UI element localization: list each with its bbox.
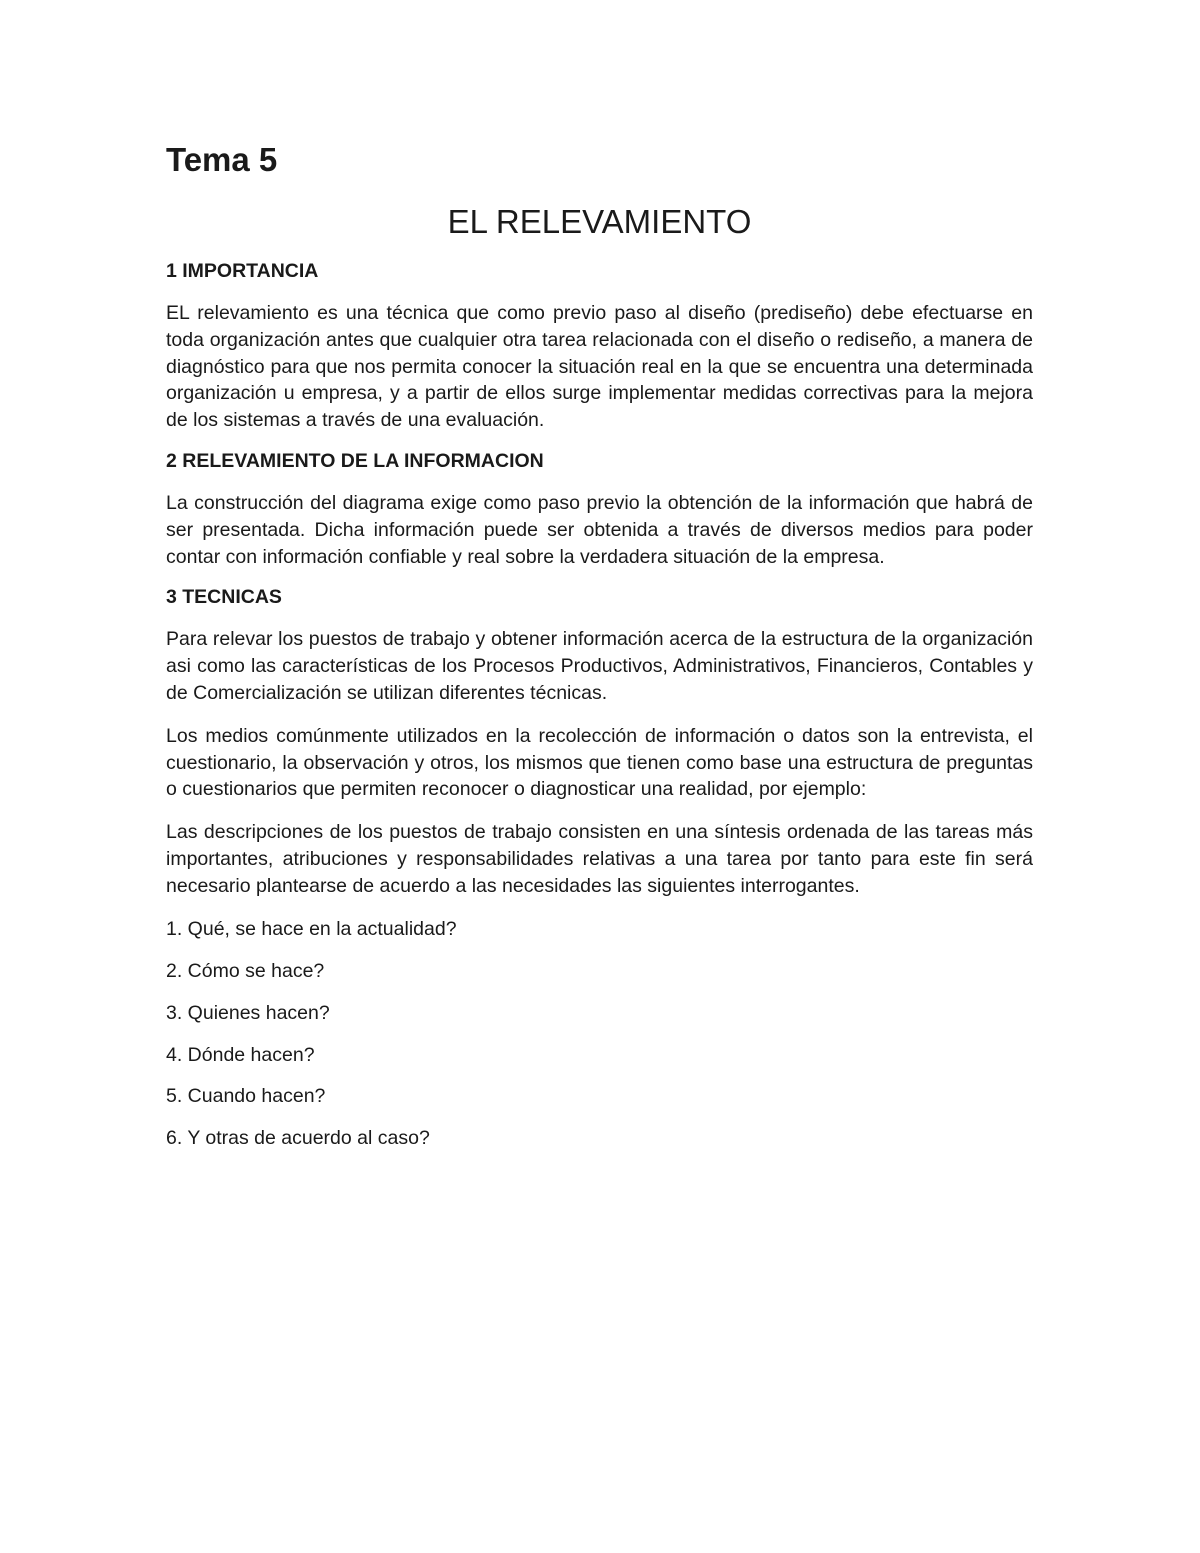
list-item: 3. Quienes hacen? xyxy=(166,1001,330,1024)
list-item: 6. Y otras de acuerdo al caso? xyxy=(166,1127,430,1150)
document-page xyxy=(166,138,1033,1167)
paragraph-importancia: EL relevamiento es una técnica que como previo paso al diseño (prediseño) debe efectuarse en toda organización antes que cualquier otra tarea relacionada con el diseño o rediseño, a manera de diagnóstico para que nos permita conocer la situación real en la que se encuentra una determinada organización u empresa, y a partir de ellos surge implementar medidas correctivas para la mejora de los sistemas a través de una evaluación. xyxy=(166,302,1033,432)
paragraph-tecnicas-2: Los medios comúnmente utilizados en la recolección de información o datos son la entrevista, el cuestionario, la observación y otros, los mismos que tienen como base una estructura de preguntas o cuestionarios que permiten reconocer o diagnosticar una realidad, por ejemplo: xyxy=(166,724,1033,801)
paragraph-tecnicas-1: Para relevar los puestos de trabajo y obtener información acerca de la estructura de la organización asi como las características de los Procesos Productivos, Administrativos, Financieros, Contables y de Comercialización se utilizan diferentes técnicas. xyxy=(166,628,1033,704)
topic-number: Tema 5 xyxy=(166,141,278,178)
section-heading-importancia: 1 IMPORTANCIA xyxy=(166,260,319,282)
document-title: EL RELEVAMIENTO xyxy=(447,203,752,240)
paragraph-relevamiento-informacion: La construcción del diagrama exige como paso previo la obtención de la información que habrá de ser presentada. Dicha información puede ser obtenida a través de diversos medios para poder contar con información confiable y real sobre la verdadera situación de la empresa. xyxy=(166,491,1033,568)
list-item: 2. Cómo se hace? xyxy=(166,959,325,982)
section-heading-tecnicas: 3 TECNICAS xyxy=(166,586,282,609)
list-item: 1. Qué, se hace en la actualidad? xyxy=(166,917,457,940)
list-item: 5. Cuando hacen? xyxy=(166,1085,326,1108)
questions-list xyxy=(166,916,1033,1153)
paragraph-tecnicas-3: Las descripciones de los puestos de trabajo consisten en una síntesis ordenada de las tareas más importantes, atribuciones y responsabilidades relativas a una tarea por tanto para este fin será necesario plantearse de acuerdo a las necesidades las siguientes interrogantes. xyxy=(166,821,1033,897)
section-heading-relevamiento-informacion: 2 RELEVAMIENTO DE LA INFORMACION xyxy=(166,449,544,472)
list-item: 4. Dónde hacen? xyxy=(166,1043,315,1066)
